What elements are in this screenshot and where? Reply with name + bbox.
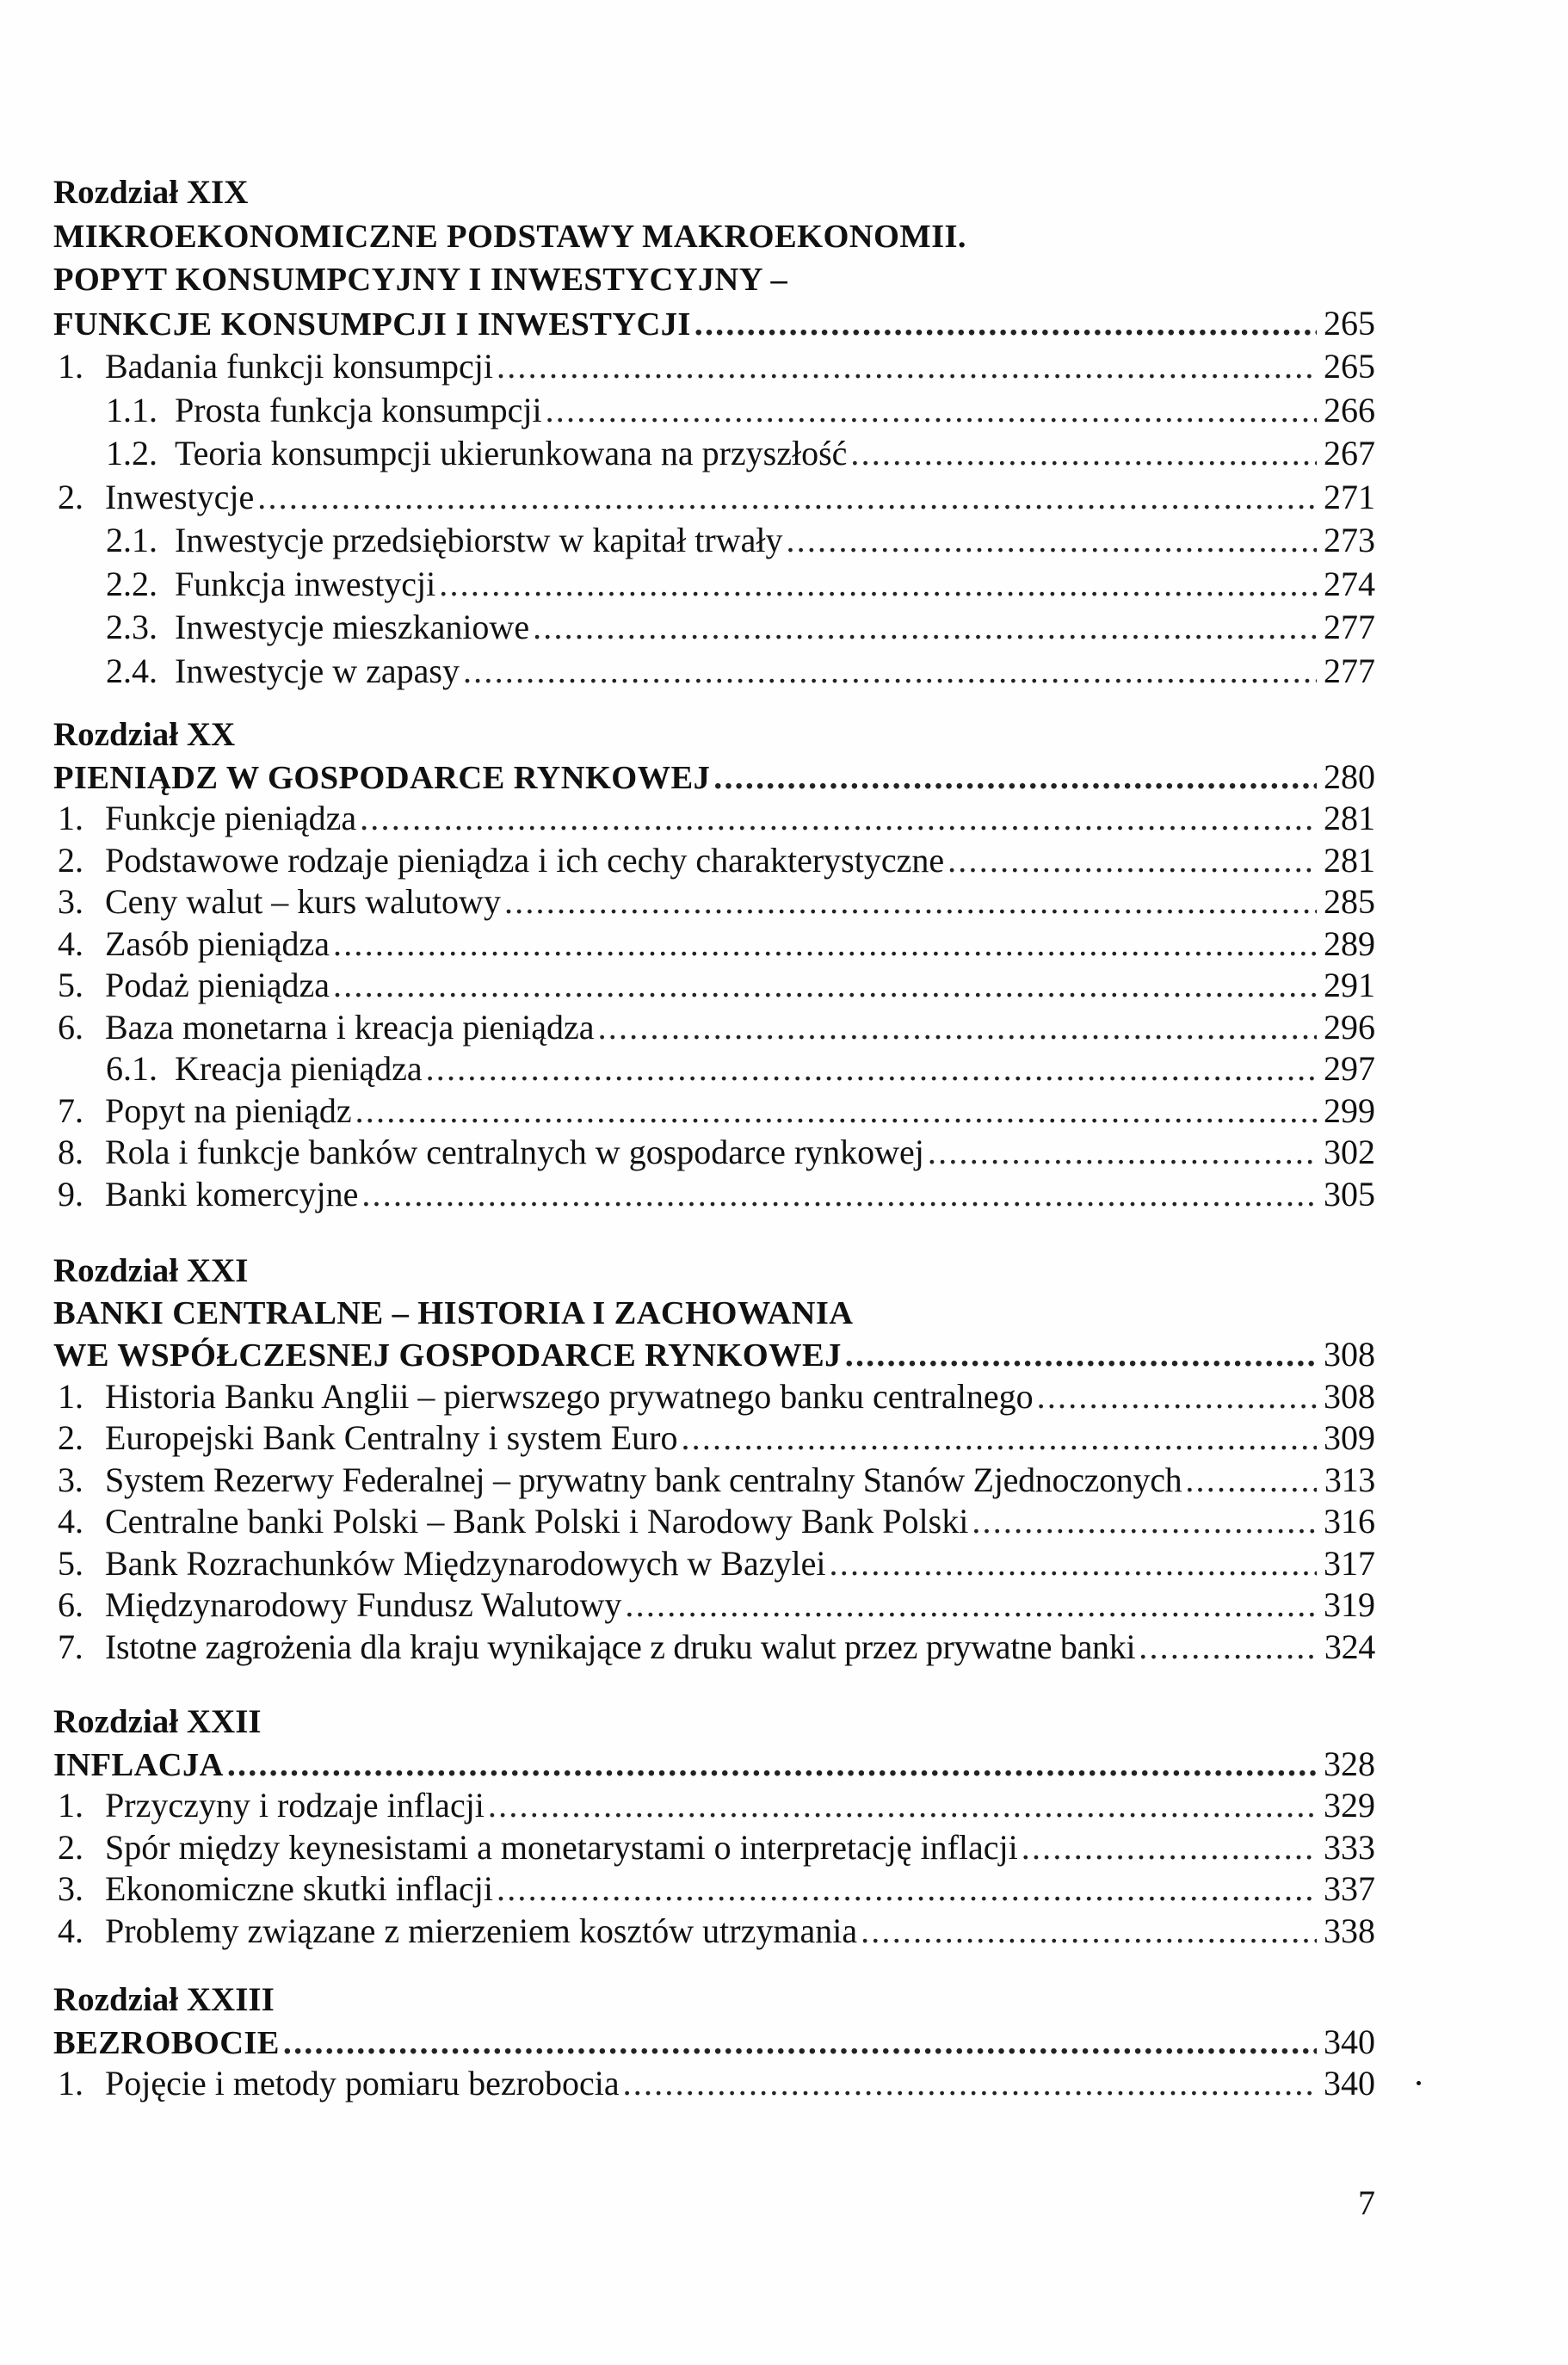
toc-entry[interactable]	[53, 476, 1375, 520]
entry-number: 4.	[58, 923, 83, 963]
entry-text: PIENIĄDZ W GOSPODARCE RYNKOWEJ	[53, 759, 711, 796]
entry-text: Inwestycje przedsiębiorstw w kapitał trwały	[175, 521, 783, 559]
entry-text: Istotne zagrożenia dla kraju wynikające z druku walut przez prywatne banki	[105, 1627, 1136, 1666]
entry-text: Zasób pieniądza	[105, 923, 330, 963]
leader-dots	[497, 1868, 1317, 1911]
entry-text: Spór między keynesistami a monetarystami o interpretację inflacji	[105, 1827, 1018, 1867]
leader-dots	[283, 2022, 1317, 2064]
toc-entry[interactable]	[53, 840, 1375, 882]
page-number: 316	[1324, 1502, 1375, 1541]
entry-text: Inwestycje mieszkaniowe	[175, 608, 530, 646]
leader-dots	[227, 1744, 1317, 1786]
chapter-xxiii	[53, 1979, 1375, 2105]
entry-number: 1.	[58, 1786, 83, 1825]
leader-dots	[333, 965, 1317, 1007]
entry-number: 1.2.	[106, 434, 157, 472]
toc-entry[interactable]	[53, 1584, 1375, 1627]
page-number: 338	[1324, 1911, 1375, 1950]
entry-text: Pojęcie i metody pomiaru bezrobocia	[105, 2064, 620, 2103]
leader-dots	[1139, 1627, 1317, 1669]
entry-text: Teoria konsumpcji ukierunkowana na przyszłość	[175, 434, 848, 472]
toc-entry[interactable]	[53, 606, 1375, 650]
entry-text: Ekonomiczne skutki inflacji	[105, 1869, 493, 1908]
entry-number: 4.	[58, 1911, 83, 1950]
entry-text: Inwestycje	[105, 477, 255, 516]
toc-entry-chapter-title[interactable]	[53, 756, 1375, 799]
entry-number: 2.	[58, 840, 83, 880]
page-number: 266	[1324, 390, 1375, 429]
toc-entry[interactable]	[53, 563, 1375, 607]
leader-dots	[713, 756, 1317, 799]
leader-dots	[861, 1911, 1317, 1953]
page-number: 289	[1324, 923, 1375, 963]
leader-dots	[1037, 1376, 1317, 1418]
chapter-xix	[53, 171, 1375, 693]
leader-dots	[681, 1417, 1317, 1460]
entry-text: Prosta funkcja konsumpcji	[175, 390, 542, 429]
leader-dots	[333, 923, 1317, 966]
chapter-label: Rozdział XXIII	[53, 1981, 275, 2018]
page-number: 329	[1324, 1786, 1375, 1825]
page-number: 273	[1324, 521, 1375, 559]
chapter-title-line: BANKI CENTRALNE – HISTORIA I ZACHOWANIA	[53, 1294, 854, 1331]
page-number: 280	[1324, 756, 1375, 796]
entry-number: 8.	[58, 1133, 83, 1171]
toc-entry[interactable]	[53, 432, 1375, 476]
chapter-label: Rozdział XXI	[53, 1252, 249, 1289]
entry-number: 1.	[58, 2064, 83, 2103]
entry-number: 2.2.	[106, 564, 157, 603]
entry-text: Centralne banki Polski – Bank Polski i Narodowy Bank Polski	[105, 1502, 969, 1541]
leader-dots	[623, 2063, 1317, 2105]
chapter-xxii	[53, 1701, 1375, 1952]
leader-dots	[546, 389, 1317, 433]
page-number: 291	[1324, 966, 1375, 1004]
entry-text: Ceny walut – kurs walutowy	[105, 882, 501, 921]
toc-entry[interactable]	[53, 798, 1375, 840]
toc-entry[interactable]	[53, 1543, 1375, 1585]
leader-dots	[360, 798, 1317, 840]
page-number: 267	[1324, 434, 1375, 472]
toc-entry[interactable]	[53, 1048, 1375, 1090]
entry-text: INFLACJA	[53, 1746, 224, 1783]
toc-entry[interactable]	[53, 1627, 1375, 1669]
entry-number: 2.1.	[106, 521, 157, 559]
entry-text: Podstawowe rodzaje pieniądza i ich cechy charakterystyczne	[105, 840, 945, 880]
toc-entry[interactable]	[53, 1785, 1375, 1827]
toc-entry[interactable]	[53, 1090, 1375, 1133]
entry-number: 6.	[58, 1007, 83, 1047]
entry-number: 2.4.	[106, 651, 157, 690]
leader-dots	[786, 519, 1317, 563]
chapter-label: Rozdział XXII	[53, 1703, 262, 1740]
leader-dots	[497, 345, 1317, 389]
toc-entry[interactable]	[53, 345, 1375, 389]
chapter-title-line: POPYT KONSUMPCYJNY I INWESTYCYJNY –	[53, 262, 788, 298]
page-number: 281	[1324, 799, 1375, 837]
toc-entry[interactable]	[53, 650, 1375, 694]
leader-dots	[845, 1334, 1317, 1376]
leader-dots	[1185, 1460, 1317, 1502]
page-number: 277	[1324, 608, 1375, 646]
entry-text: BEZROBOCIE	[53, 2024, 280, 2061]
chapter-label: Rozdział XIX	[53, 174, 249, 211]
entry-text: WE WSPÓŁCZESNEJ GOSPODARCE RYNKOWEJ	[53, 1337, 842, 1374]
entry-text: Bank Rozrachunków Międzynarodowych w Bazylei	[105, 1543, 826, 1583]
toc-entry[interactable]	[53, 881, 1375, 923]
toc-entry[interactable]	[53, 1132, 1375, 1174]
page-number: 281	[1324, 840, 1375, 880]
leader-dots	[488, 1785, 1317, 1827]
entry-number: 1.	[58, 799, 83, 837]
folio-page-number: 7	[1358, 2183, 1375, 2222]
toc-entry-chapter-title[interactable]	[53, 2022, 1375, 2064]
chapter-xxi	[53, 1250, 1375, 1668]
entry-number: 6.1.	[106, 1049, 157, 1088]
toc-entry-chapter-title[interactable]	[53, 1744, 1375, 1786]
toc-entry[interactable]	[53, 1417, 1375, 1460]
toc-entry[interactable]	[53, 923, 1375, 966]
toc-entry[interactable]	[53, 1460, 1375, 1502]
toc-entry[interactable]	[53, 1174, 1375, 1216]
page-number: 305	[1324, 1174, 1375, 1213]
entry-number: 2.	[58, 1827, 83, 1867]
entry-text: Podaż pieniądza	[105, 966, 330, 1004]
toc-entry[interactable]	[53, 1911, 1375, 1953]
entry-text: Europejski Bank Centralny i system Euro	[105, 1418, 678, 1457]
entry-text: Banki komercyjne	[105, 1174, 359, 1213]
leader-dots	[504, 881, 1317, 923]
entry-text: Rola i funkcje banków centralnych w gospodarce rynkowej	[105, 1133, 924, 1171]
toc-entry[interactable]	[53, 1868, 1375, 1911]
leader-dots	[948, 840, 1317, 882]
toc-entry[interactable]	[53, 1827, 1375, 1869]
entry-number: 5.	[58, 966, 83, 1004]
entry-text: Przyczyny i rodzaje inflacji	[105, 1786, 485, 1825]
entry-number: 5.	[58, 1543, 83, 1583]
entry-text: FUNKCJE KONSUMPCJI I INWESTYCJI	[53, 306, 691, 343]
entry-number: 2.3.	[106, 608, 157, 646]
toc-entry[interactable]	[53, 519, 1375, 563]
page-number: 309	[1324, 1418, 1375, 1457]
page-number: 265	[1324, 347, 1375, 386]
entry-number: 2.	[58, 477, 83, 516]
entry-text: Funkcje pieniądza	[105, 799, 357, 837]
leader-dots	[426, 1048, 1317, 1090]
toc-entry[interactable]	[53, 965, 1375, 1007]
chapter-title-line: MIKROEKONOMICZNE PODSTAWY MAKROEKONOMII.	[53, 218, 966, 255]
page-number: 308	[1324, 1376, 1375, 1416]
entry-text: Inwestycje w zapasy	[175, 651, 460, 690]
page-number: 296	[1324, 1007, 1375, 1047]
leader-dots	[972, 1501, 1317, 1543]
toc-entry[interactable]	[53, 1007, 1375, 1049]
leader-dots	[830, 1543, 1317, 1585]
entry-number: 2.	[58, 1418, 83, 1457]
entry-text: Baza monetarna i kreacja pieniądza	[105, 1007, 595, 1047]
leader-dots	[928, 1132, 1317, 1174]
entry-number: 6.	[58, 1585, 83, 1624]
page-number: 319	[1324, 1585, 1375, 1624]
page-number: 308	[1324, 1335, 1375, 1374]
leader-dots	[361, 1174, 1317, 1216]
toc-entry-chapter-title[interactable]	[53, 1334, 1375, 1376]
toc-entry[interactable]	[53, 1376, 1375, 1418]
entry-number: 7.	[58, 1627, 83, 1666]
page-number: 265	[1324, 303, 1375, 343]
scan-speck	[1417, 2081, 1421, 2085]
entry-text: Międzynarodowy Fundusz Walutowy	[105, 1585, 622, 1624]
toc-entry[interactable]	[53, 1501, 1375, 1543]
entry-number: 4.	[58, 1502, 83, 1541]
page-number: 340	[1324, 2064, 1375, 2103]
leader-dots	[439, 563, 1317, 607]
entry-text: System Rezerwy Federalnej – prywatny bank centralny Stanów Zjednoczonych	[105, 1460, 1182, 1499]
leader-dots	[850, 432, 1317, 476]
entry-text: Historia Banku Anglii – pierwszego prywatnego banku centralnego	[105, 1376, 1034, 1416]
page-number: 317	[1324, 1543, 1375, 1583]
entry-text: Badania funkcji konsumpcji	[105, 347, 494, 386]
leader-dots	[533, 606, 1317, 650]
page-number: 337	[1324, 1869, 1375, 1908]
entry-number: 1.	[58, 1376, 83, 1416]
page-number: 302	[1324, 1133, 1375, 1171]
leader-dots	[257, 476, 1317, 520]
page-number: 328	[1324, 1744, 1375, 1783]
toc-entry-chapter-title[interactable]	[53, 302, 1375, 346]
toc-entry[interactable]	[53, 2063, 1375, 2105]
page-number: 313	[1324, 1460, 1375, 1499]
leader-dots	[463, 650, 1317, 694]
page-number: 271	[1324, 477, 1375, 516]
leader-dots	[625, 1584, 1317, 1627]
leader-dots	[598, 1007, 1317, 1049]
page-number: 324	[1324, 1627, 1375, 1666]
page-number: 299	[1324, 1090, 1375, 1130]
entry-text: Funkcja inwestycji	[175, 564, 436, 603]
entry-number: 3.	[58, 1460, 83, 1499]
page-number: 277	[1324, 651, 1375, 690]
page-number: 297	[1324, 1049, 1375, 1088]
entry-text: Kreacja pieniądza	[175, 1049, 423, 1088]
page-number: 274	[1324, 564, 1375, 603]
entry-number: 1.1.	[106, 390, 157, 429]
entry-number: 9.	[58, 1174, 83, 1213]
page-number: 340	[1324, 2022, 1375, 2061]
chapter-label: Rozdział XX	[53, 716, 236, 753]
entry-number: 3.	[58, 1869, 83, 1908]
entry-number: 1.	[58, 347, 83, 386]
leader-dots	[355, 1090, 1317, 1133]
chapter-xx	[53, 714, 1375, 1215]
toc-entry[interactable]	[53, 389, 1375, 433]
entry-text: Popyt na pieniądz	[105, 1090, 352, 1130]
leader-dots	[1022, 1827, 1317, 1869]
entry-number: 3.	[58, 882, 83, 921]
leader-dots	[694, 302, 1317, 346]
page-number: 333	[1324, 1827, 1375, 1867]
entry-text: Problemy związane z mierzeniem kosztów utrzymania	[105, 1911, 858, 1950]
entry-number: 7.	[58, 1090, 83, 1130]
page-number: 285	[1324, 882, 1375, 921]
